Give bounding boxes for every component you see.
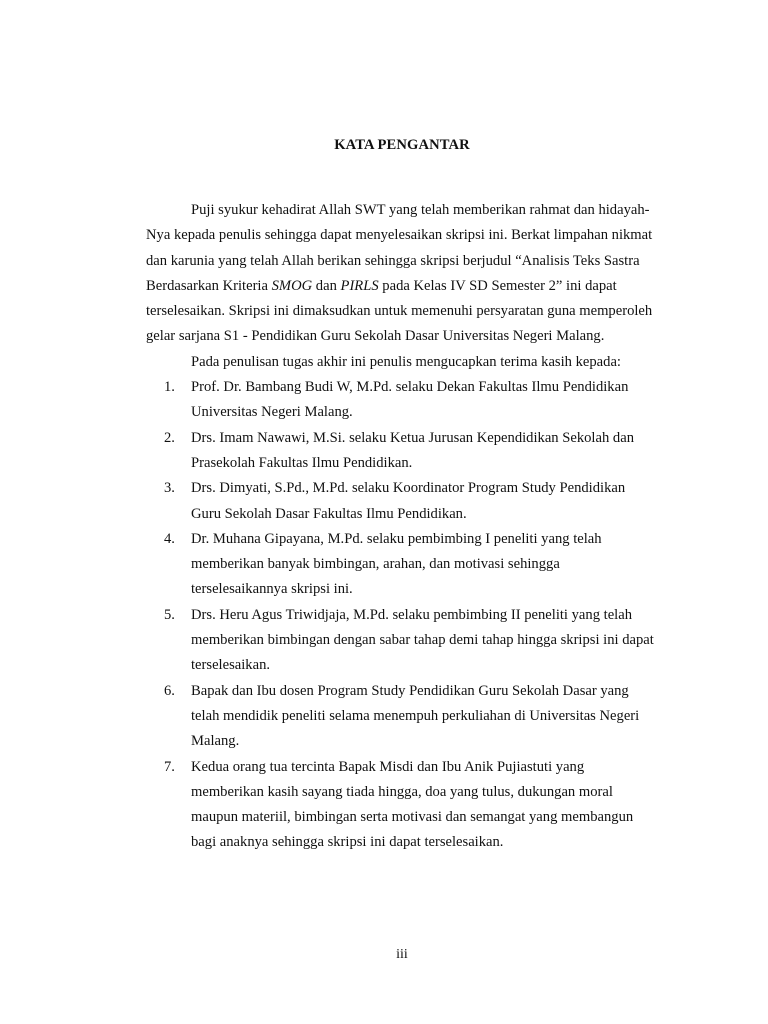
thanks-intro: Pada penulisan tugas akhir ini penulis mengucapkan terima kasih kepada: (191, 353, 621, 370)
list-text: Dr. Muhana Gipayana, M.Pd. selaku pembimbing I peneliti yang telah memberikan banyak bimbingan, arahan, dan motivasi sehingga terselesaikannya skripsi ini. (191, 530, 602, 598)
list-item (146, 426, 658, 477)
intro-paragraph (146, 198, 658, 350)
page-number: iii (396, 947, 408, 962)
list-item (146, 476, 658, 527)
list-number: 3. (164, 480, 175, 497)
list-text: Kedua orang tua tercinta Bapak Misdi dan Ibu Anik Pujiastuti yang memberikan kasih sayang tiada hingga, doa yang tulus, dukungan moral maupun materiil, bimbingan serta motivasi dan semangat yang membangun bagi anaknya sehingga skripsi ini dapat terselesaikan. (191, 758, 634, 851)
page-title: KATA PENGANTAR (334, 137, 470, 153)
list-number: 2. (164, 429, 175, 446)
list-item (146, 603, 658, 679)
intro-text-1: Puji syukur kehadirat Allah SWT yang telah memberikan rahmat dan hidayah-Nya kepada penulis sehingga dapat menyelesaikan skripsi ini. Berkat limpahan nikmat dan karunia yang telah Allah berikan sehingga skripsi berjudul “Analisis Teks Sastra Berdasarkan Kriteria (146, 202, 653, 294)
list-number: 4. (164, 530, 175, 547)
list-number: 5. (164, 606, 175, 623)
list-text: Prof. Dr. Bambang Budi W, M.Pd. selaku Dekan Fakultas Ilmu Pendidikan Universitas Negeri Malang. (191, 379, 629, 421)
list-text: Drs. Heru Agus Triwidjaja, M.Pd. selaku pembimbing II peneliti yang telah memberikan bimbingan dengan sabar tahap demi tahap hingga skripsi ini dapat terselesaikan. (191, 606, 654, 674)
intro-italic-pirls: PIRLS (340, 277, 379, 294)
list-item (146, 527, 658, 603)
list-text: Drs. Imam Nawawi, M.Si. selaku Ketua Jurusan Kependidikan Sekolah dan Prasekolah Fakultas Ilmu Pendidikan. (191, 429, 634, 471)
list-item (146, 755, 658, 856)
acknowledgement-list (146, 375, 658, 856)
list-item (146, 679, 658, 755)
list-item (146, 375, 658, 426)
list-text: Bapak dan Ibu dosen Program Study Pendidikan Guru Sekolah Dasar yang telah mendidik peneliti selama menempuh perkuliahan di Universitas Negeri Malang. (191, 682, 640, 750)
list-number: 1. (164, 379, 175, 396)
intro-text-2: dan (312, 277, 341, 294)
document-body (146, 198, 658, 856)
intro-text-3: pada Kelas IV SD Semester 2” ini dapat terselesaikan. Skripsi ini dimaksudkan untuk memenuhi persyaratan guna memperoleh gelar sarjana S1 - Pendidikan Guru Sekolah Dasar Universitas Negeri Malang. (146, 277, 653, 345)
list-number: 6. (164, 682, 175, 699)
intro-italic-smog: SMOG (271, 277, 313, 294)
list-text: Drs. Dimyati, S.Pd., M.Pd. selaku Koordinator Program Study Pendidikan Guru Sekolah Dasar Fakultas Ilmu Pendidikan. (191, 480, 626, 522)
list-number: 7. (164, 758, 175, 775)
